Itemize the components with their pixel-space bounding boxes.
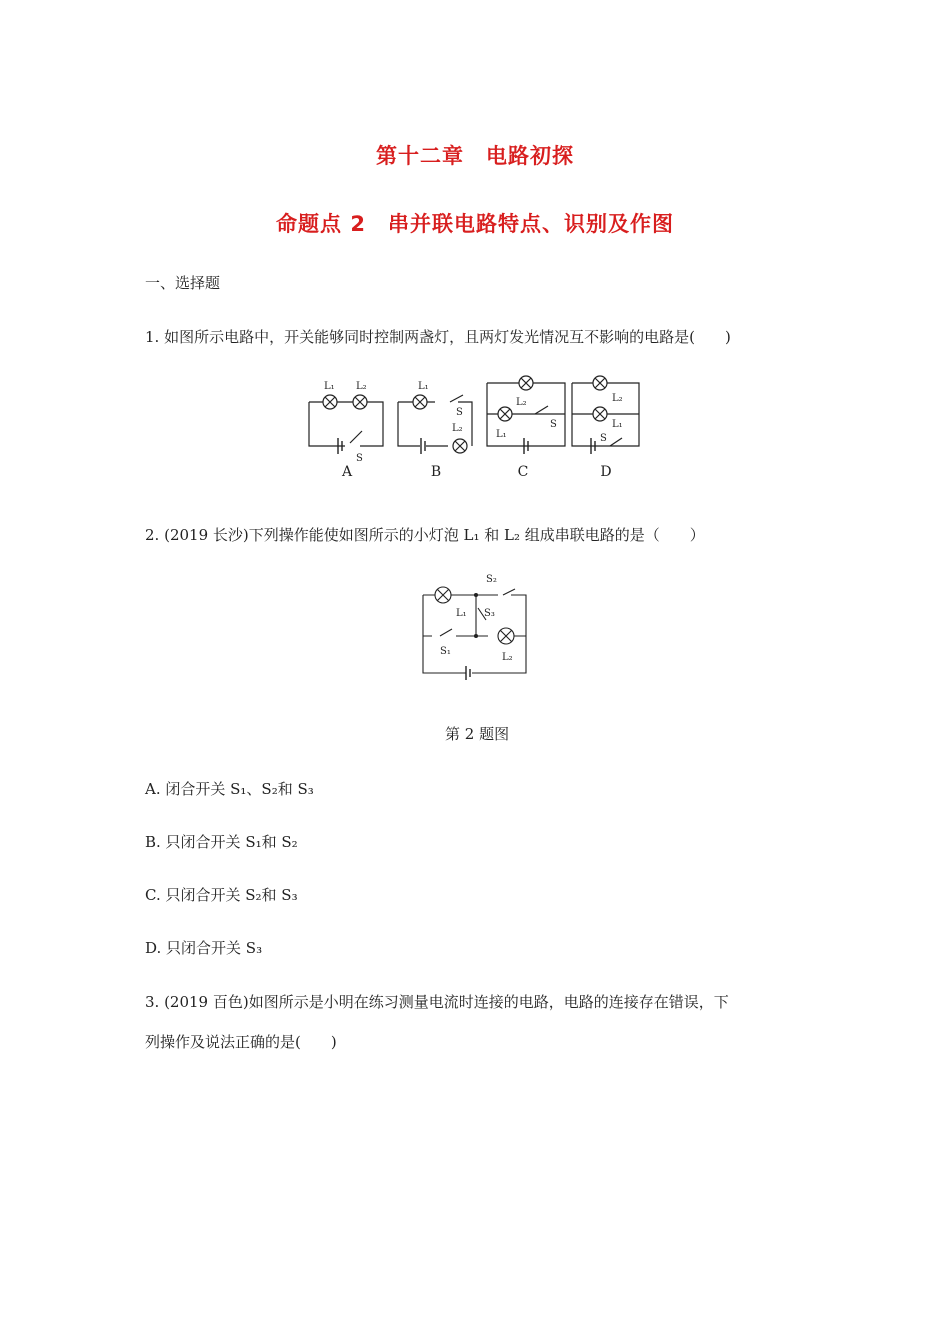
question-1-text: 如图所示电路中，开关能够同时控制两盏灯，且两灯发光情况互不影响的电路是( ) — [164, 328, 731, 346]
svg-text:L₂: L₂ — [356, 381, 367, 392]
svg-text:S: S — [600, 433, 607, 444]
figure-2-caption: 第 2 题图 — [445, 725, 510, 743]
svg-text:L₁: L₁ — [418, 381, 429, 392]
question-2-number: 2. — [145, 526, 160, 544]
circuit-d — [572, 376, 639, 454]
svg-text:L₁: L₁ — [324, 381, 335, 392]
svg-text:L₁: L₁ — [612, 419, 623, 430]
svg-text:S: S — [356, 453, 363, 464]
option-c-label: C — [517, 464, 529, 480]
svg-text:L₂: L₂ — [452, 423, 463, 434]
option-a-label: A — [341, 464, 353, 480]
svg-text:L₂: L₂ — [612, 393, 623, 404]
svg-text:S₂: S₂ — [486, 574, 497, 585]
q2-circuit-figure — [418, 570, 533, 680]
circuit-b — [398, 381, 472, 454]
section-heading: 一、选择题 — [145, 274, 221, 292]
svg-text:L₂: L₂ — [516, 397, 527, 408]
svg-text:S: S — [550, 419, 557, 430]
svg-text:L₁: L₁ — [496, 429, 507, 440]
q1-circuits-figure — [300, 375, 650, 465]
svg-text:S: S — [456, 407, 463, 418]
svg-text:S₁: S₁ — [440, 646, 451, 657]
svg-text:L₁: L₁ — [456, 608, 467, 619]
option-b-label: B — [430, 464, 442, 480]
q2-choice-a: A. 闭合开关 S₁、S₂和 S₃ — [145, 780, 314, 798]
question-3-line-2: 列操作及说法正确的是( ) — [145, 1033, 337, 1051]
svg-text:L₂: L₂ — [502, 652, 513, 663]
q2-choice-d: D. 只闭合开关 S₃ — [145, 939, 263, 957]
question-3-line-1: 3. (2019 百色)如图所示是小明在练习测量电流时连接的电路，电路的连接存在错误，下 — [145, 993, 729, 1011]
q2-choice-c: C. 只闭合开关 S₂和 S₃ — [145, 886, 298, 904]
q2-choice-b: B. 只闭合开关 S₁和 S₂ — [145, 833, 298, 851]
option-d-label: D — [600, 464, 612, 480]
circuit-c — [487, 376, 565, 454]
question-2-text: (2019 长沙)下列操作能使如图所示的小灯泡 L₁ 和 L₂ 组成串联电路的是（ ） — [164, 526, 705, 544]
question-2 — [145, 525, 705, 545]
question-1 — [145, 327, 731, 347]
question-1-number: 1. — [145, 328, 160, 346]
chapter-title: 第十二章 电路初探 — [376, 144, 574, 168]
svg-text:S₃: S₃ — [484, 608, 495, 619]
topic-title: 命题点 2 串并联电路特点、识别及作图 — [276, 212, 674, 236]
circuit-a — [309, 381, 383, 464]
